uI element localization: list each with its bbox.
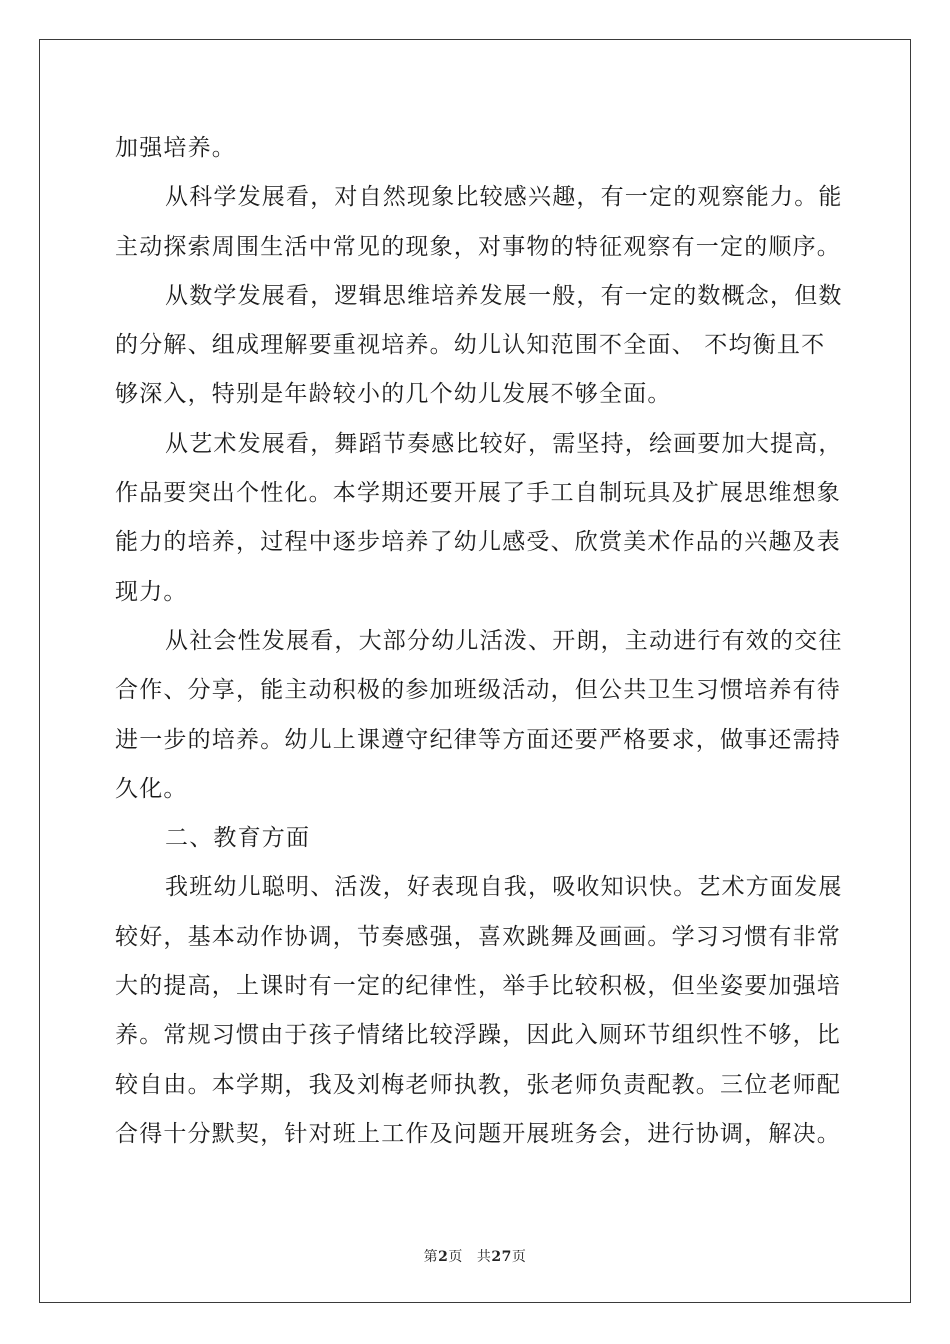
text-line: 较好，基本动作协调，节奏感强，喜欢跳舞及画画。学习习惯有非常 bbox=[115, 923, 841, 950]
page-suffix: 页 bbox=[448, 1249, 463, 1265]
text-line: 我班幼儿聪明、活泼，好表现自我，吸收知识快。艺术方面发展 bbox=[165, 874, 843, 901]
text-line: 够深入，特别是年龄较小的几个幼儿发展不够全面。 bbox=[115, 381, 672, 408]
text-line: 从科学发展看，对自然现象比较感兴趣，有一定的观察能力。能 bbox=[165, 184, 843, 211]
text-line: 主动探索周围生活中常见的现象，对事物的特征观察有一定的顺序。 bbox=[115, 233, 841, 260]
document-body bbox=[115, 124, 843, 1159]
total-suffix: 页 bbox=[511, 1249, 527, 1265]
text-line: 较自由。本学期，我及刘梅老师执教，张老师负责配教。三位老师配 bbox=[115, 1071, 841, 1098]
text-line: 的分解、组成理解要重视培养。幼儿认知范围不全面、 不均衡且不 bbox=[115, 332, 826, 359]
text-line: 能力的培养，过程中逐步培养了幼儿感受、欣赏美术作品的兴趣及表 bbox=[115, 529, 841, 556]
text-line: 二、教育方面 bbox=[165, 825, 311, 852]
text-line: 养。常规习惯由于孩子情绪比较浮躁，因此入厕环节组织性不够，比 bbox=[115, 1022, 841, 1049]
text-line: 现力。 bbox=[115, 578, 188, 605]
text-line: 加强培养。 bbox=[115, 135, 236, 161]
text-line: 从社会性发展看，大部分幼儿活泼、开朗，主动进行有效的交往 bbox=[165, 627, 843, 654]
text-line: 合作、分享，能主动积极的参加班级活动，但公共卫生习惯培养有待 bbox=[115, 677, 841, 704]
text-line: 从艺术发展看，舞蹈节奏感比较好，需坚持，绘画要加大提高， bbox=[165, 430, 843, 457]
text-line: 作品要突出个性化。本学期还要开展了手工自制玩具及扩展思维想象 bbox=[115, 480, 841, 507]
text-line: 合得十分默契，针对班上工作及问题开展班务会，进行协调，解决。 bbox=[115, 1120, 841, 1147]
page-prefix: 第 bbox=[423, 1249, 439, 1265]
text-line: 进一步的培养。幼儿上课遵守纪律等方面还要严格要求，做事还需持 bbox=[115, 726, 841, 753]
total-pages: 27 bbox=[491, 1249, 512, 1265]
page-footer bbox=[0, 1246, 950, 1266]
text-line: 从数学发展看，逻辑思维培养发展一般，有一定的数概念，但数 bbox=[165, 282, 843, 309]
text-line: 久化。 bbox=[115, 775, 188, 802]
total-prefix: 共 bbox=[476, 1249, 492, 1265]
page-number: 2 bbox=[438, 1249, 449, 1265]
text-line: 大的提高，上课时有一定的纪律性，举手比较积极，但坐姿要加强培 bbox=[115, 973, 841, 1000]
